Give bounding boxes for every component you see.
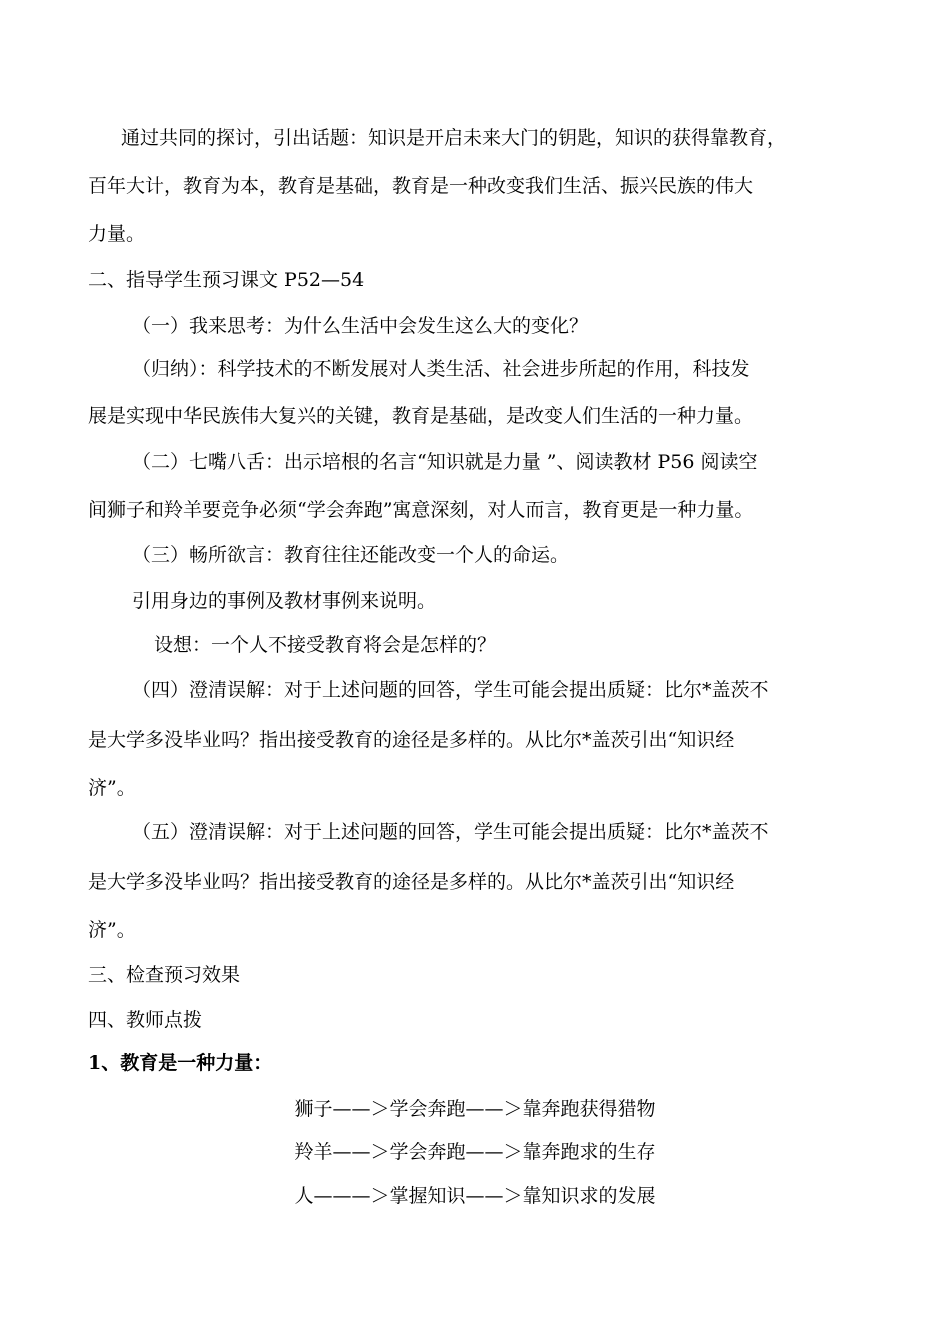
subsection-5-line-1: （五）澄清误解：对于上述问题的回答，学生可能会提出质疑：比尔*盖茨不: [132, 821, 769, 843]
subsection-3: （三）畅所欲言：教育往往还能改变一个人的命运。: [132, 544, 570, 566]
chain-line-human: 人———＞掌握知识——＞靠知识求的发展: [294, 1185, 656, 1207]
subsection-4-line-2: 是大学多没毕业吗？指出接受教育的途径是多样的。从比尔*盖茨引出“知识经: [88, 729, 735, 751]
chain-line-antelope: 羚羊——＞学会奔跑——＞靠奔跑求的生存: [294, 1141, 656, 1163]
summary-line-2: 展是实现中华民族伟大复兴的关键，教育是基础，是改变人们生活的一种力量。: [88, 405, 754, 427]
subsection-1: （一）我来思考：为什么生活中会发生这么大的变化？: [132, 315, 589, 337]
intro-paragraph-line-1: 通过共同的探讨，引出话题：知识是开启未来大门的钥匙，知识的获得靠教育，: [121, 127, 787, 149]
subsection-3-note: 引用身边的事例及教材事例来说明。: [132, 590, 437, 612]
subsection-4-line-3: 济”。: [88, 777, 136, 799]
subsection-2-line-1: （二）七嘴八舌：出示培根的名言“知识就是力量 ”、阅读教材 P56 阅读空: [132, 451, 758, 473]
subsection-5-line-3: 济”。: [88, 919, 136, 941]
section-heading-2: 二、指导学生预习课文 P52—54: [88, 269, 365, 291]
intro-paragraph-line-2: 百年大计，教育为本，教育是基础，教育是一种改变我们生活、振兴民族的伟大: [88, 175, 754, 197]
intro-paragraph-line-3: 力量。: [88, 223, 146, 245]
section-heading-4: 四、教师点拨: [88, 1009, 203, 1031]
subsection-3-think: 设想：一个人不接受教育将会是怎样的？: [154, 634, 497, 656]
point-1-title: 1、教育是一种力量：: [88, 1052, 273, 1074]
summary-line-1: （归纳）：科学技术的不断发展对人类生活、社会进步所起的作用，科技发: [132, 358, 750, 380]
chain-line-lion: 狮子——＞学会奔跑——＞靠奔跑获得猎物: [294, 1098, 656, 1120]
section-heading-3: 三、检查预习效果: [88, 964, 241, 986]
subsection-5-line-2: 是大学多没毕业吗？指出接受教育的途径是多样的。从比尔*盖茨引出“知识经: [88, 871, 735, 893]
subsection-4-line-1: （四）澄清误解：对于上述问题的回答，学生可能会提出质疑：比尔*盖茨不: [132, 679, 769, 701]
subsection-2-line-2: 间狮子和羚羊要竞争必须“学会奔跑”寓意深刻，对人而言，教育更是一种力量。: [88, 499, 754, 521]
